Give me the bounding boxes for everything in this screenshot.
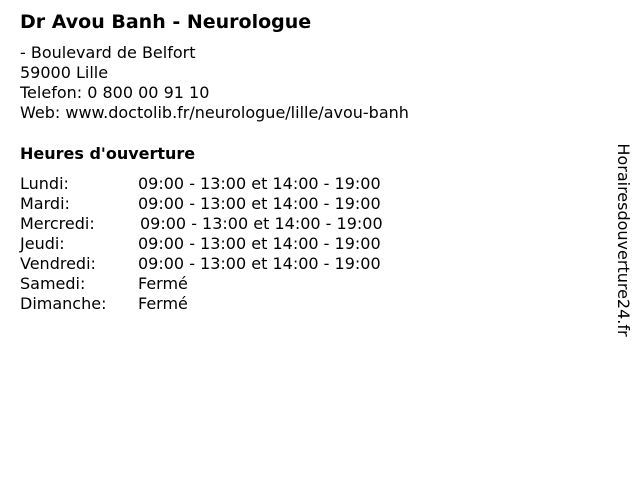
day-hours: 09:00 - 13:00 et 14:00 - 19:00 <box>138 194 381 213</box>
address-street: - Boulevard de Belfort <box>20 43 196 62</box>
day-label: Mercredi: <box>20 214 95 233</box>
day-label: Samedi: <box>20 274 86 293</box>
day-hours: 09:00 - 13:00 et 14:00 - 19:00 <box>138 174 381 193</box>
day-label: Lundi: <box>20 174 69 193</box>
address-block <box>20 43 409 123</box>
side-brand-watermark: Horairesdouverture24.fr <box>614 143 633 337</box>
day-label: Jeudi: <box>20 234 65 253</box>
day-hours: 09:00 - 13:00 et 14:00 - 19:00 <box>138 254 381 273</box>
website: Web: www.doctolib.fr/neurologue/lille/avou-banh <box>20 103 409 122</box>
day-hours: Fermé <box>138 294 188 313</box>
hours-heading: Heures d'ouverture <box>20 144 196 163</box>
day-hours: 09:00 - 13:00 et 14:00 - 19:00 <box>138 234 381 253</box>
day-label: Dimanche: <box>20 294 107 313</box>
day-label: Mardi: <box>20 194 70 213</box>
day-hours: 09:00 - 13:00 et 14:00 - 19:00 <box>140 214 383 233</box>
day-hours: Fermé <box>138 274 188 293</box>
phone-number: Telefon: 0 800 00 91 10 <box>20 83 210 102</box>
address-city: 59000 Lille <box>20 63 109 82</box>
page-title: Dr Avou Banh - Neurologue <box>20 11 312 33</box>
day-label: Vendredi: <box>20 254 96 273</box>
